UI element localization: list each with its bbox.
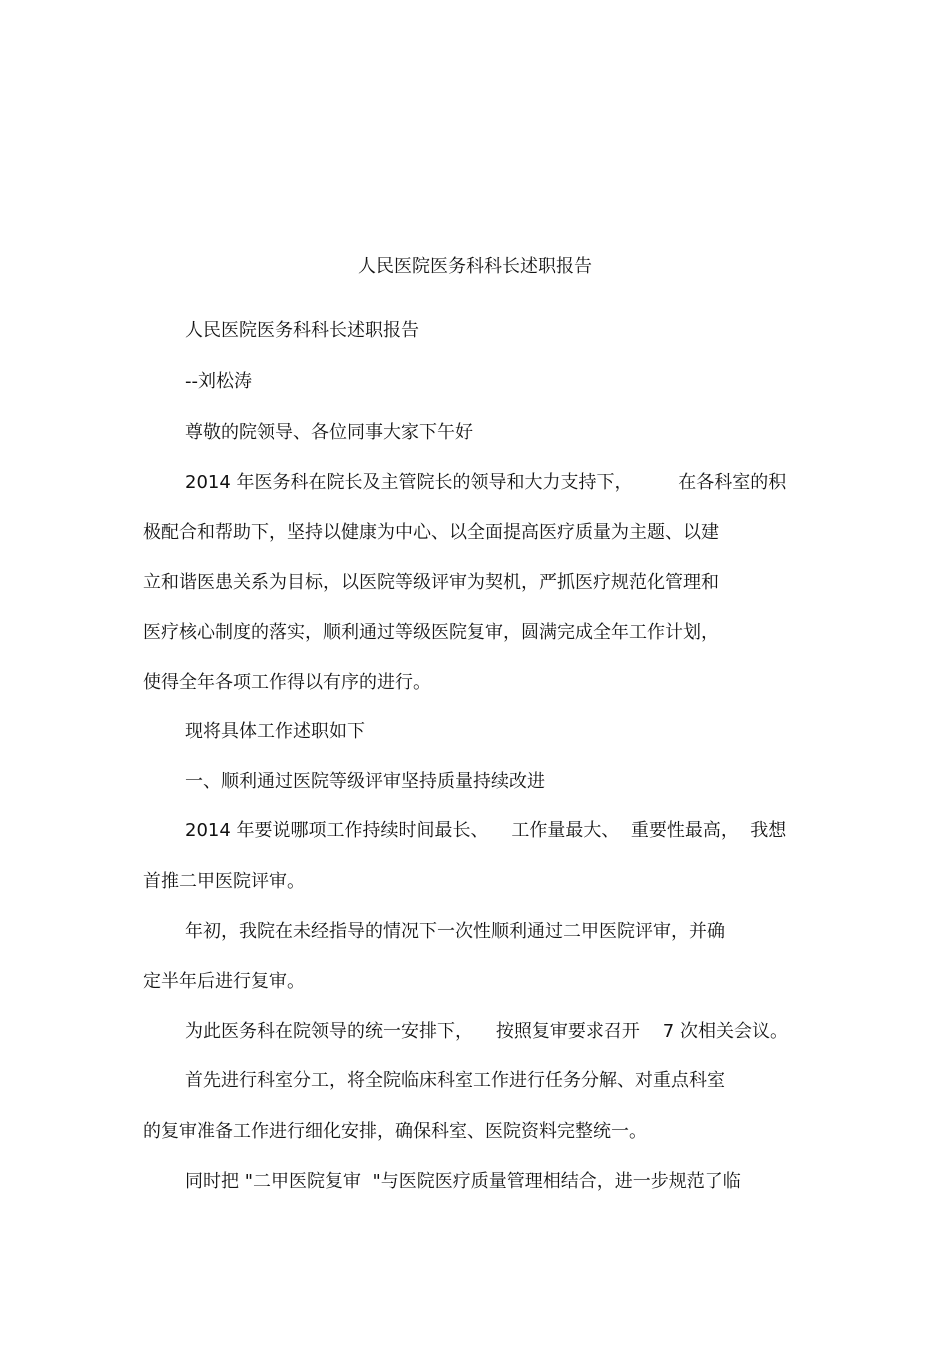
greeting-line: 尊敬的院领导、各位同事大家下午好	[185, 422, 473, 443]
author-line: --刘松涛	[185, 371, 252, 392]
paragraph-line: 2014 年要说哪项工作持续时间最长、 工作量最大、 重要性最高， 我想	[185, 820, 787, 841]
paragraph-line: 极配合和帮助下，坚持以健康为中心、以全面提高医疗质量为主题、以建	[143, 522, 719, 543]
intro-line: 现将具体工作述职如下	[185, 721, 365, 742]
paragraph-line: 首推二甲医院评审。	[143, 871, 305, 892]
paragraph-line: 定半年后进行复审。	[143, 971, 305, 992]
paragraph-line: 同时把 "二甲医院复审 "与医院医疗质量管理相结合，进一步规范了临	[185, 1171, 741, 1192]
paragraph-line: 为此医务科在院领导的统一安排下， 按照复审要求召开 7 次相关会议。	[185, 1021, 788, 1042]
report-heading: 人民医院医务科科长述职报告	[185, 320, 419, 341]
paragraph-line: 首先进行科室分工，将全院临床科室工作进行任务分解、对重点科室	[185, 1070, 725, 1091]
paragraph-line: 年初，我院在未经指导的情况下一次性顺利通过二甲医院评审，并确	[185, 921, 725, 942]
paragraph-line: 医疗核心制度的落实，顺利通过等级医院复审，圆满完成全年工作计划，	[143, 622, 719, 643]
paragraph-line: 使得全年各项工作得以有序的进行。	[143, 672, 431, 693]
paragraph-line: 立和谐医患关系为目标，以医院等级评审为契机，严抓医疗规范化管理和	[143, 572, 719, 593]
paragraph-line: 2014 年医务科在院长及主管院长的领导和大力支持下， 在各科室的积	[185, 472, 787, 493]
document-title: 人民医院医务科科长述职报告	[358, 256, 592, 277]
section-heading: 一、顺利通过医院等级评审坚持质量持续改进	[185, 771, 545, 792]
paragraph-line: 的复审准备工作进行细化安排，确保科室、医院资料完整统一。	[143, 1121, 647, 1142]
